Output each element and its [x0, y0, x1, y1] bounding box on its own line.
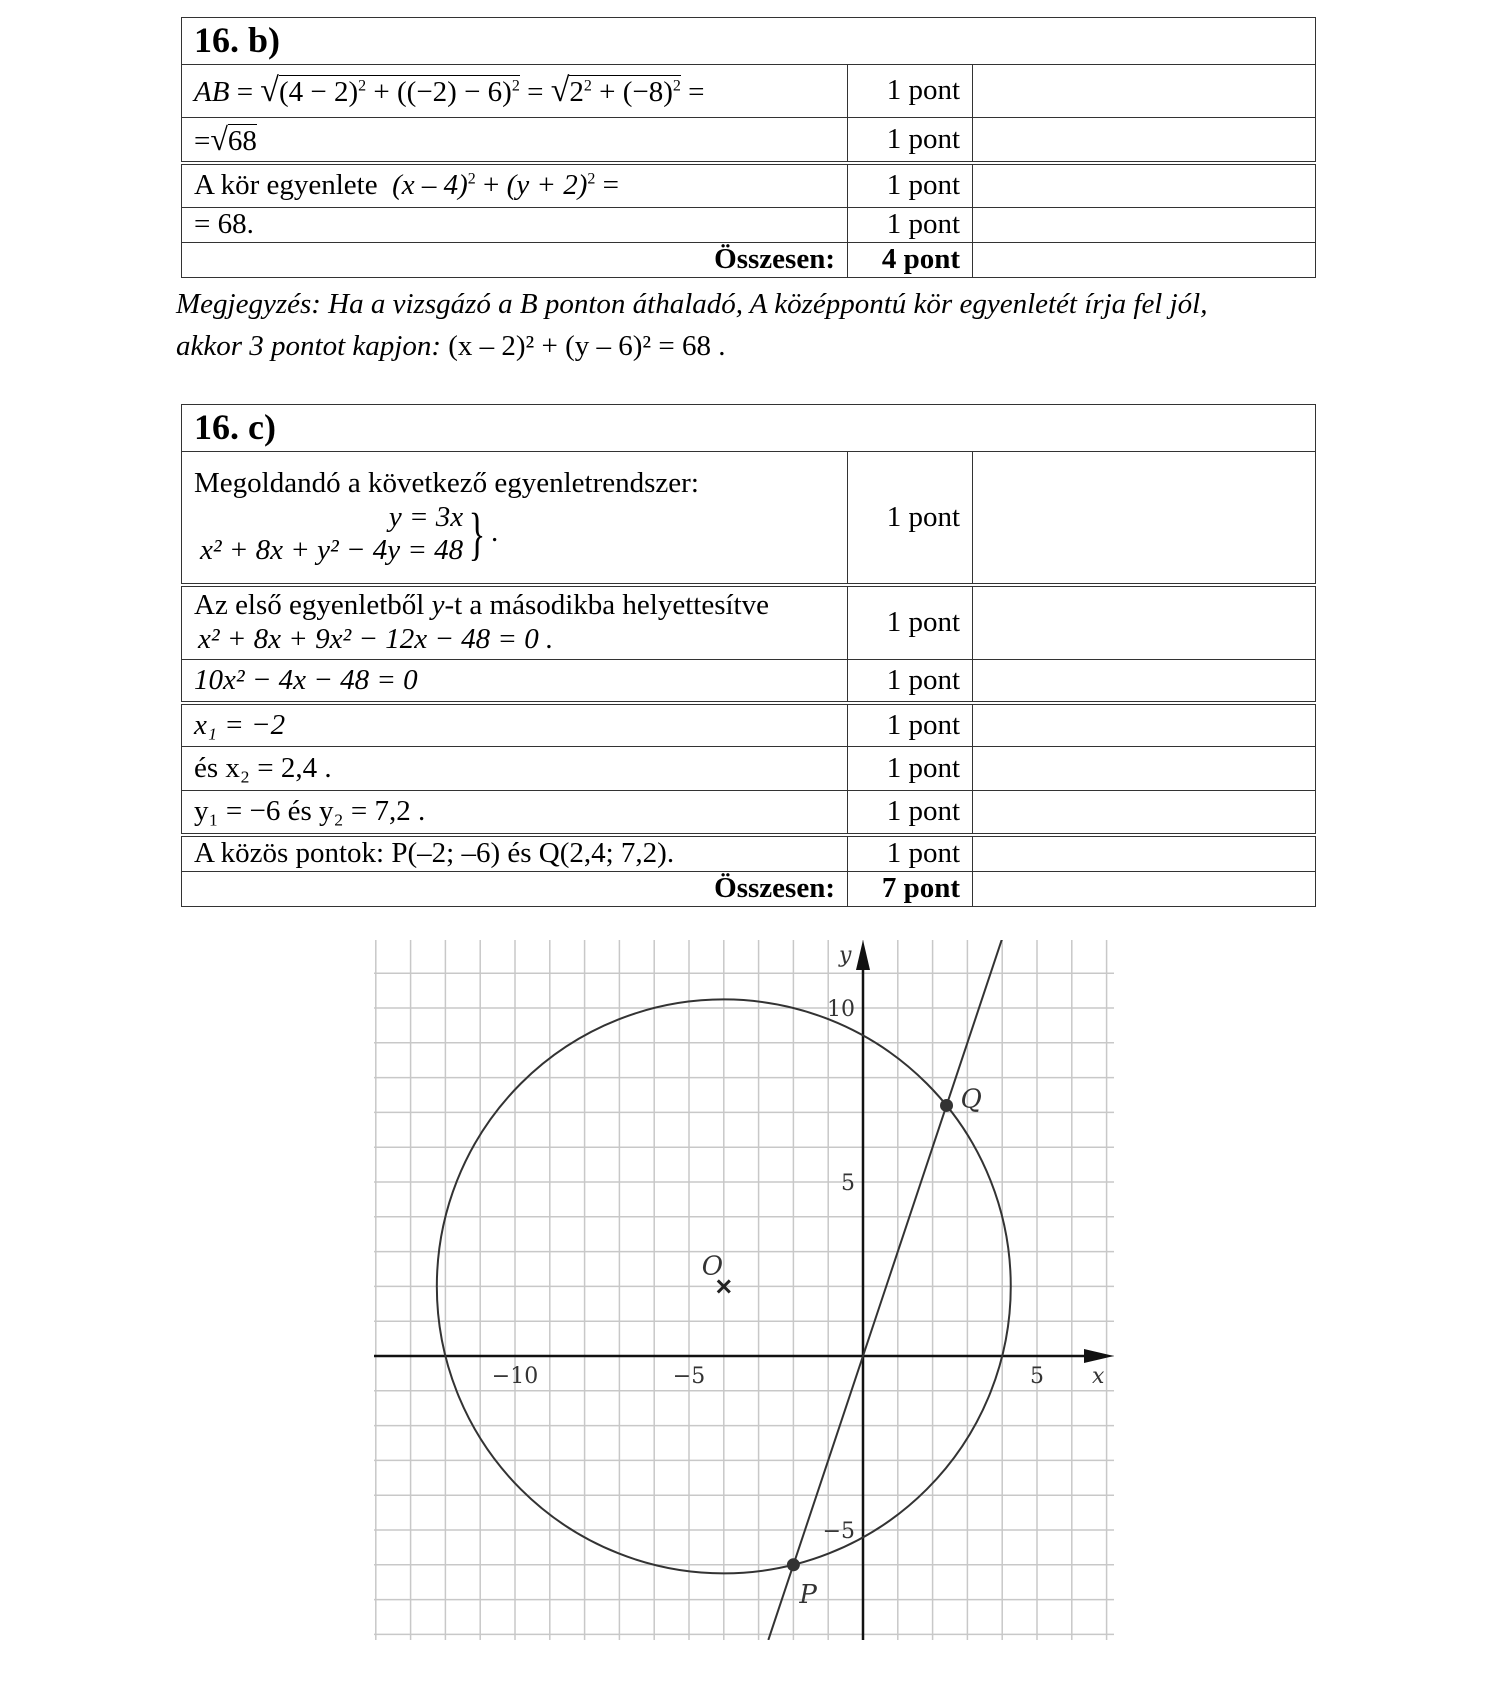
- total-row: [182, 243, 1316, 278]
- ab-distance-formula: AB = $√(4 - 2)^2 + ((-2) - 6)^2 = √2^2 + (-8)^2$ =: [182, 65, 848, 118]
- points-cell: 1 pont: [848, 452, 973, 585]
- circle-equation: A kör egyenlete $(x - 4)^2 + (y + 2)^2$ =: [182, 163, 848, 208]
- table-row: [182, 452, 1316, 585]
- table-row: [182, 65, 1316, 118]
- point-label: Q: [960, 1084, 982, 1115]
- intersection-point: [787, 1558, 800, 1571]
- points-cell: 1 pont: [848, 163, 973, 208]
- total-points: 4 pont: [848, 243, 973, 278]
- substitution-step: Az első egyenletből y-t a másodikba helyettesítve x² + 8x + 9x² − 12x − 48 = 0 .: [182, 585, 848, 660]
- note-line-2: akkor 3 pontot kapjon: (x – 2)² + (y – 6)² = 68 .: [176, 330, 726, 362]
- total-label: Összesen:: [182, 243, 848, 278]
- table-row: [182, 660, 1316, 703]
- blank-cell: [973, 835, 1316, 872]
- total-row: [182, 872, 1316, 907]
- solution-table-16c: [181, 404, 1316, 907]
- x-tick-label: 5: [1030, 1364, 1044, 1389]
- table-row: [182, 118, 1316, 163]
- points-cell: 1 pont: [848, 208, 973, 243]
- points-cell: 1 pont: [848, 118, 973, 163]
- blank-cell: [973, 703, 1316, 747]
- blank-cell: [973, 791, 1316, 835]
- table-row: [182, 208, 1316, 243]
- root-x1: x₁ = −2: [182, 703, 848, 747]
- quadratic-equation: 10x² − 4x − 48 = 0: [182, 660, 848, 703]
- part-b-heading: 16. b): [182, 18, 1316, 65]
- y-tick-label: 10: [827, 997, 855, 1022]
- blank-cell: [973, 660, 1316, 703]
- points-cell: 1 pont: [848, 660, 973, 703]
- blank-cell: [973, 747, 1316, 791]
- points-cell: 1 pont: [848, 835, 973, 872]
- root-x2: és x₂ = 2,4 .: [182, 747, 848, 791]
- intersection-point: [940, 1099, 953, 1112]
- center-label: O: [701, 1251, 724, 1282]
- total-points: 7 pont: [848, 872, 973, 907]
- blank-cell: [973, 452, 1316, 585]
- y-values: y₁ = −6 és y₂ = 7,2 .: [182, 791, 848, 835]
- x-tick-label: −10: [491, 1364, 539, 1389]
- points-cell: 1 pont: [848, 65, 973, 118]
- solution-table-16b: [181, 17, 1316, 278]
- x-axis-arrow: [1084, 1349, 1114, 1363]
- blank-cell: [973, 243, 1316, 278]
- part-c-heading: 16. c): [182, 405, 1316, 452]
- table-row: [182, 703, 1316, 747]
- blank-cell: [973, 163, 1316, 208]
- y-tick-label: −5: [822, 1519, 855, 1544]
- table-row: [182, 163, 1316, 208]
- blank-cell: [973, 118, 1316, 163]
- point-label: P: [799, 1579, 817, 1610]
- table-row: [182, 835, 1316, 872]
- blank-cell: [973, 208, 1316, 243]
- y-axis-label: y: [839, 943, 852, 968]
- y-tick-label: 5: [841, 1171, 855, 1196]
- equation-system: Megoldandó a következő egyenletrendszer: y = 3x x² + 8x + y² − 4y = 48 } .: [182, 452, 848, 585]
- points-cell: 1 pont: [848, 703, 973, 747]
- common-points: A közös pontok: P(–2; –6) és Q(2,4; 7,2).: [182, 835, 848, 872]
- points-cell: 1 pont: [848, 585, 973, 660]
- sqrt-68: =√68: [182, 118, 848, 163]
- table-row: [182, 747, 1316, 791]
- x-tick-label: −5: [672, 1364, 706, 1389]
- table-row: [182, 791, 1316, 835]
- equals-68: = 68.: [182, 208, 848, 243]
- blank-cell: [973, 585, 1316, 660]
- total-label: Összesen:: [182, 872, 848, 907]
- points-cell: 1 pont: [848, 747, 973, 791]
- blank-cell: [973, 872, 1316, 907]
- table-row: [182, 585, 1316, 660]
- blank-cell: [973, 65, 1316, 118]
- circle-line-figure: [374, 940, 1114, 1640]
- y-axis-arrow: [856, 940, 870, 970]
- note-line-1: Megjegyzés: Ha a vizsgázó a B ponton áthaladó, A középpontú kör egyenletét írja fel jól,: [176, 288, 1208, 320]
- x-axis-label: x: [1092, 1364, 1105, 1389]
- points-cell: 1 pont: [848, 791, 973, 835]
- grading-note: [176, 283, 1326, 367]
